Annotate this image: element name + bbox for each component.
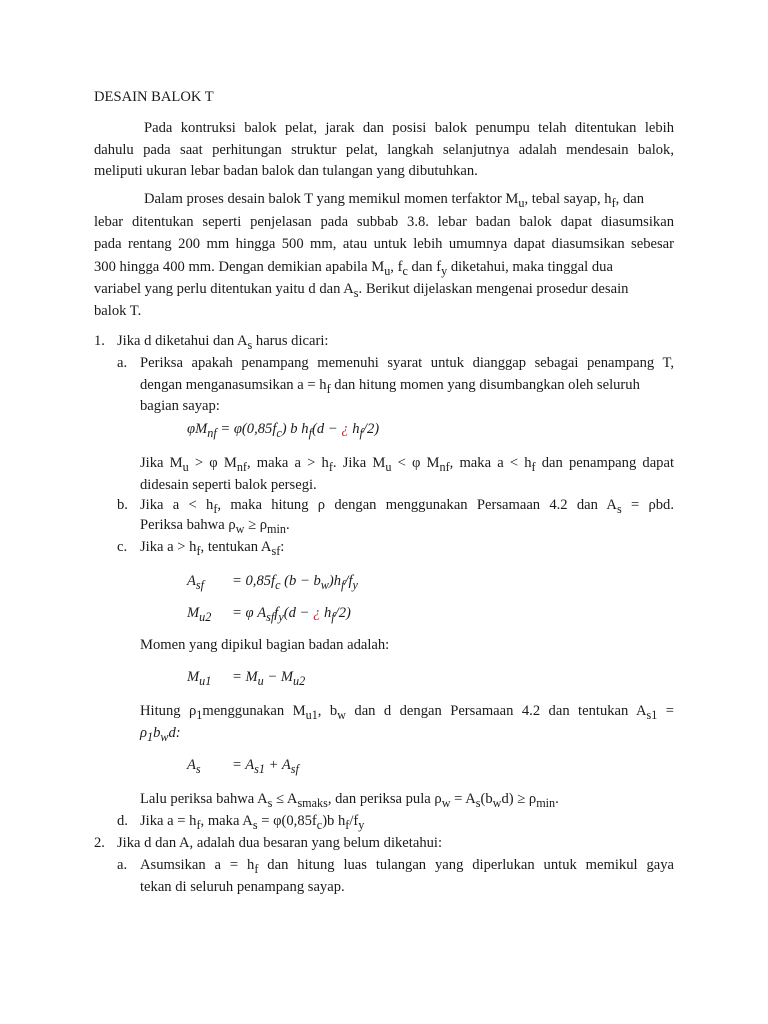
sub: y [278,609,284,624]
equation-mu1-lhs [187,666,211,692]
paragraph-1-line-1: Pada kontruksi balok pelat, jarak dan posisi balok penumpu telah ditentukan lebih [144,120,674,136]
text: A [187,573,196,589]
sub: c [402,263,408,278]
paragraph-1-line-2: dahulu pada saat perhitungan struktur pelat, langkah selanjutnya adalah mendesain balok, [94,142,674,158]
text: dengan menganasumsikan a = h [140,377,327,393]
equation-asf-lhs [187,570,204,596]
text: Lalu periksa bahwa A [140,791,268,807]
text: /f [349,813,359,829]
equation-mu1-rhs [232,666,305,692]
text: . Jika M [332,455,386,471]
text: = φ A [232,605,267,621]
text: , maka A [200,813,253,829]
text: = φ(0,85f [216,421,277,437]
sub: u [518,195,525,210]
text: dan f [407,259,442,275]
equation-mnf [187,418,379,444]
text: d: [168,725,181,741]
sub: s [247,337,253,352]
sub: s [252,817,258,832]
sub: f [213,501,218,516]
text: dan d dengan Persamaan 4.2 dan tentukan A [345,703,647,719]
sub: nf [207,425,217,440]
sub: f [331,609,335,624]
sub: s1 [254,761,265,776]
text: (b [480,791,493,807]
sub: u1 [199,673,212,688]
paragraph-2-line-5 [94,278,628,304]
text: dan hitung momen yang disumbangkan oleh seluruh [330,377,640,393]
sub: s [267,795,273,810]
sub: w [160,729,169,744]
item-2a-number: a. [117,857,128,873]
paragraph-2-line-2: lebar ditentukan seperti penjelasan pada subbab 3.8. lebar badan balok dapat diasumsikan [94,214,674,230]
item-1a-number: a. [117,355,128,371]
sub: s [353,285,359,300]
item-1c-line-1 [140,536,284,562]
text: φM [187,421,208,437]
sub: y [441,263,448,278]
sub: f [196,817,201,832]
text: Jika M [140,455,183,471]
text: diketahui, maka tinggal dua [447,259,613,275]
text: dan hitung luas tulangan yang diperlukan untuk memikul gaya [258,857,675,873]
text: menggunakan M [202,703,306,719]
text: = ρbd. [621,497,674,513]
sub: f [359,425,363,440]
text: = A [450,791,476,807]
text: . Berikut dijelaskan mengenai prosedur desain [358,281,629,297]
sub: sf [195,577,205,592]
sub: u2 [199,609,212,624]
text: Jika a > h [140,539,197,555]
sub: f [308,425,312,440]
text: )b h [322,813,346,829]
sub: u [257,673,264,688]
sub: y [358,817,365,832]
text: < φ M [391,455,440,471]
text: h [320,605,332,621]
sub: w [235,521,245,536]
text: harus dicari: [252,333,329,349]
equation-asf-rhs [232,570,358,596]
text: Dalam proses desain balok T yang memikul momen terfaktor M [144,191,519,207]
sub: min [536,795,556,810]
item-2-text: Jika d dan A, adalah dua besaran yang belum diketahui: [117,835,443,851]
equation-mu2-rhs [232,602,351,628]
text: , maka hitung ρ dengan menggunakan Persamaan 4.2 dan A [217,497,617,513]
text: . [285,517,290,533]
sub: f [531,459,536,474]
sub: nf [236,459,247,474]
sub: c [316,817,323,832]
text: (d − [311,421,342,437]
document-title: DESAIN BALOK T [94,89,214,105]
text: b [153,725,161,741]
sub: w [441,795,451,810]
sub: c [276,425,282,440]
text: Jika a < h [140,497,214,513]
text: , tebal sayap, h [524,191,612,207]
sub: u1 [305,707,318,722]
text: ≥ ρ [244,517,268,533]
text: , maka a < h [449,455,532,471]
sub: s [475,795,481,810]
text: ≤ A [272,791,298,807]
text: d) ≥ ρ [501,791,537,807]
text: , tentukan A [200,539,272,555]
text: = [657,703,674,719]
sub: u [384,263,391,278]
sub: c [275,577,281,592]
text: f [274,605,279,621]
item-2a-line-2: tekan di seluruh penampang sayap. [140,879,345,895]
item-2-number: 2. [94,835,105,851]
text: , dan periksa pula ρ [327,791,442,807]
text: (d − [283,605,314,621]
sub: w [320,577,329,592]
equation-mu2-lhs [187,602,211,628]
text: : [280,539,285,555]
sub: 1 [147,729,154,744]
sub: f [345,817,350,832]
text: A [187,757,196,773]
sub: sf [266,609,275,624]
sub: f [254,861,259,876]
missing-glyph: ¿ [313,605,321,621]
text: Asumsikan a = h [140,857,255,873]
paragraph-1-line-3: meliputi ukuran lebar badan balok dan tulangan yang dibutuhkan. [94,163,478,179]
item-1a-line-3: bagian sayap: [140,398,220,414]
text: (b − b [280,573,321,589]
item-1c-hitung-line-2 [140,722,181,748]
sub: u [182,459,189,474]
item-1a-condition-line-2: didesain seperti balok persegi. [140,477,317,493]
item-1c-moment-text: Momen yang dipikul bagian badan adalah: [140,637,390,653]
item-1d-number: d. [117,813,128,829]
text: , f [390,259,403,275]
sub: sf [290,761,299,776]
item-1a-line-1: Periksa apakah penampang memenuhi syarat untuk dianggap sebagai penampang T, [140,355,674,371]
paragraph-2-line-6: balok T. [94,303,142,319]
item-1-number: 1. [94,333,105,349]
item-1c-hitung-line-1 [140,700,674,726]
sub: 1 [196,707,203,722]
text: = A [232,757,255,773]
text: = φ(0,85f [257,813,317,829]
sub: s [195,761,201,776]
sub: f [611,195,616,210]
text: , maka a > h [246,455,329,471]
text: M [187,669,200,685]
text: variabel yang perlu ditentukan yaitu d dan A [94,281,354,297]
text: , dan [615,191,645,207]
text: > φ M [188,455,237,471]
text: /2) [334,605,351,621]
text: = 0,85f [232,573,276,589]
text: , b [317,703,338,719]
sub: s [616,501,622,516]
sub: f [328,459,333,474]
text: Hitung ρ [140,703,197,719]
item-1b-number: b. [117,497,128,513]
item-1c-number: c. [117,539,128,555]
sub: f [326,381,331,396]
text: )h [328,573,342,589]
sub: nf [439,459,450,474]
sub: f [196,543,201,558]
text: − M [263,669,294,685]
sub: u [385,459,392,474]
sub: f [341,577,345,592]
text: ) b h [281,421,309,437]
text: = M [232,669,258,685]
text: Periksa bahwa ρ [140,517,236,533]
text: ρ [140,725,148,741]
text: /f [344,573,353,589]
sub: w [492,795,502,810]
equation-as-lhs [187,754,201,780]
text: . [555,791,559,807]
text: h [348,421,360,437]
text: M [187,605,200,621]
text: 300 hingga 400 mm. Dengan demikian apabila M [94,259,385,275]
sub: s1 [646,707,658,722]
text: Jika d diketahui dan A [117,333,248,349]
sub: min [267,521,286,536]
sub: y [352,577,358,592]
sub: sf [271,543,281,558]
sub: u2 [293,673,306,688]
missing-glyph: ¿ [341,421,349,437]
text: Jika a = h [140,813,197,829]
text: dan penampang dapat [535,455,674,471]
text: + A [264,757,291,773]
equation-as-rhs [232,754,299,780]
sub: w [337,707,346,722]
paragraph-2-line-3: pada rentang 200 mm hingga 500 mm, atau untuk lebih umumnya dapat diasumsikan sebesar [94,236,674,252]
sub: smaks [297,795,328,810]
text: /2) [362,421,380,437]
